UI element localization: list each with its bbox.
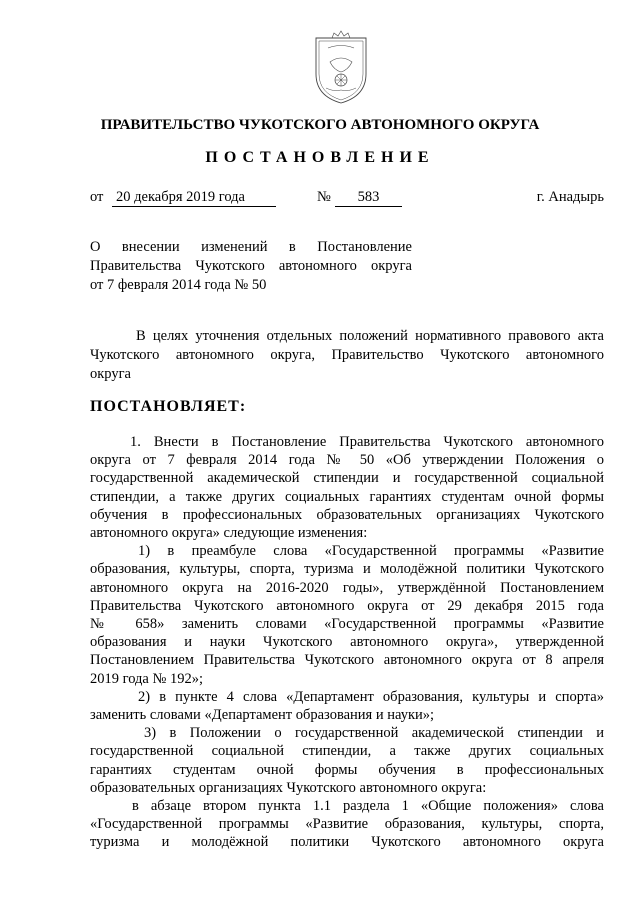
body-line: в абзаце втором пункта 1.1 раздела 1 «Общие положения» слова (132, 798, 604, 815)
subject-line: Правительства Чукотского автономного округа (90, 258, 412, 274)
subject-line: от 7 февраля 2014 года № 50 (90, 277, 267, 293)
preamble-paragraph (90, 327, 604, 384)
body-line: 3) в Положении о государственной академической стипендии и (144, 725, 604, 742)
body-line: «Государственной программы «Развитие образования, культуры, спорта, (90, 816, 604, 833)
decree-subject (90, 238, 412, 295)
city-name: г. Анадырь (536, 189, 604, 205)
body-line: обучения в профессиональных образовательных организациях Чукотского (90, 506, 604, 523)
body-line: образовательных организациях Чукотского автономного округа: (90, 779, 487, 796)
coat-of-arms-emblem (304, 30, 378, 106)
decree-body (90, 433, 604, 852)
preamble-line: Чукотского автономного округа, Правительство Чукотского автономного (90, 347, 604, 363)
decree-meta-row (90, 189, 604, 211)
body-line: Правительства Чукотского автономного округа от 29 декабря 2015 года (90, 597, 604, 614)
body-line: государственной социальной стипендии, а также других социальных (90, 743, 604, 760)
body-line: стипендии, а также других социальных гарантиях студентам очной формы (90, 488, 604, 505)
resolves-heading: ПОСТАНОВЛЯЕТ: (90, 398, 247, 415)
body-line: 2019 года № 192»; (90, 670, 203, 687)
body-line: туризма и молодёжной политики Чукотского автономного округа (90, 834, 604, 851)
body-line: автономного округа на 2016-2020 годы», утверждённой Постановлением (90, 579, 604, 596)
body-line: образования, культуры, спорта, туризма и молодёжной политики Чукотского (90, 561, 604, 578)
body-line: 1. Внести в Постановление Правительства Чукотского автономного (130, 434, 604, 450)
preamble-line: округа (90, 366, 131, 382)
body-line: государственной академической стипендии и государственной социальной (90, 470, 604, 487)
preamble-line: В целях уточнения отдельных положений нормативного правового акта (136, 328, 604, 344)
body-line: образования и науки Чукотского автономного округа», утвержденной (90, 634, 604, 651)
body-line: округа от 7 февраля 2014 года № 50 «Об утверждении Положения о (90, 452, 604, 469)
subject-line: О внесении изменений в Постановление (90, 239, 412, 255)
decree-date: 20 декабря 2019 года (112, 189, 276, 207)
body-line: Постановлением Правительства Чукотского автономного округа от 8 апреля (90, 652, 604, 669)
government-title: ПРАВИТЕЛЬСТВО ЧУКОТСКОГО АВТОНОМНОГО ОКРУГА (100, 117, 540, 133)
decree-number: 583 (335, 189, 402, 207)
body-line: заменить словами «Департамент образования и науки»; (90, 707, 435, 724)
date-from-label: от (90, 189, 104, 205)
body-line: автономного округа» следующие изменения: (90, 525, 368, 542)
number-label: № (317, 189, 331, 205)
body-line: 2) в пункте 4 слова «Департамент образования, культуры и спорта» (138, 688, 604, 705)
body-line: 1) в преамбуле слова «Государственной программы «Развитие (138, 543, 604, 560)
body-line: гарантиях студентам очной формы обучения в профессиональных (90, 761, 604, 778)
document-type-title: ПОСТАНОВЛЕНИЕ (205, 149, 435, 166)
body-line: № 658» заменить словами «Государственной программы «Развитие (90, 616, 604, 633)
